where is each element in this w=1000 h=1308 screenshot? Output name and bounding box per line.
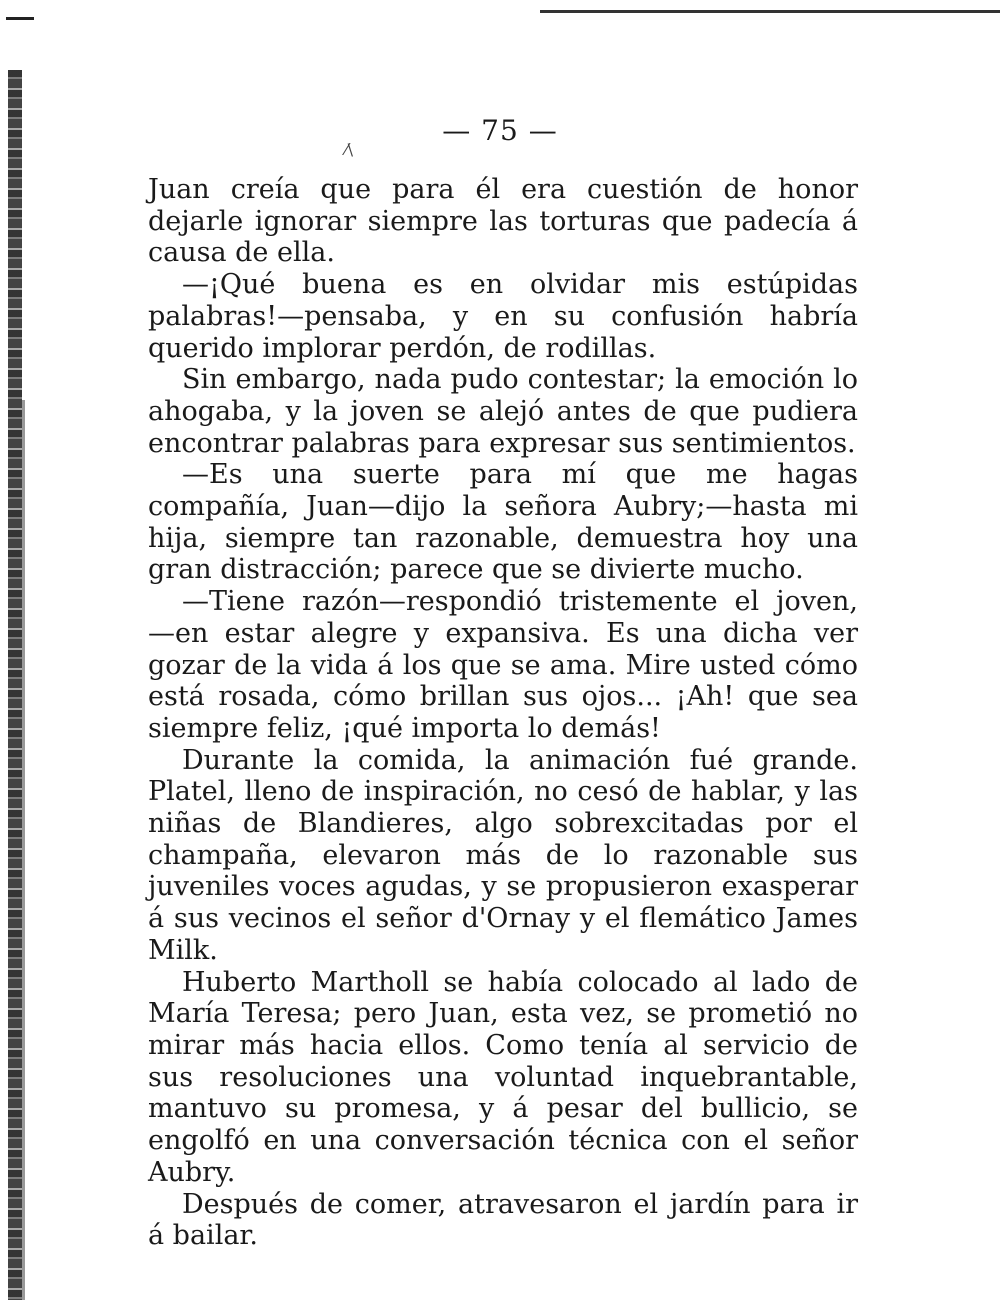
top-rule-right: [540, 10, 1000, 13]
page-gutter-shadow: [8, 70, 22, 1300]
paragraph: Huberto Martholl se había colocado al lado de María Teresa; pero Juan, esta vez, se prometió no mirar más hacia ellos. Como tenía al servicio de sus resoluciones una voluntad inquebrantable, mantuvo su promesa, y á pesar del bullicio, se engolfó en una conversación técnica con el señor Aubry.: [148, 966, 858, 1188]
paragraph: —¡Qué buena es en olvidar mis estúpidas palabras!—pensaba, y en su confusión habría querido implorar perdón, de rodillas.: [148, 269, 858, 364]
paragraph: Después de comer, atravesaron el jardín para ir á bailar.: [148, 1188, 858, 1252]
top-rule-left: [6, 17, 34, 20]
body-text: [148, 174, 858, 1252]
paragraph: —Tiene razón—respondió tristemente el joven, —en estar alegre y expansiva. Es una dicha ver gozar de la vida á los que se ama. Mire usted cómo está rosada, cómo brillan sus ojos... ¡Ah! que sea siempre feliz, ¡qué importa lo demás!: [148, 586, 858, 744]
page-number: — 75 —: [442, 114, 558, 147]
paragraph: —Es una suerte para mí que me hagas compañía, Juan—dijo la señora Aubry;—hasta mi hija, siempre tan razonable, demuestra hoy una gran distracción; parece que se divierte mucho.: [148, 459, 858, 586]
page-gutter-edge: [22, 400, 25, 1300]
paragraph: Durante la comida, la animación fué grande. Platel, lleno de inspiración, no cesó de hablar, y las niñas de Blandieres, algo sobrexcitadas por el champaña, elevaron más de lo razonable sus juveniles voces agudas, y se propusieron exasperar á sus vecinos el señor d'Ornay y el flemático James Milk.: [148, 744, 858, 966]
print-mark: ⁄\: [345, 140, 354, 159]
paragraph: Juan creía que para él era cuestión de honor dejarle ignorar siempre las torturas que padecía á causa de ella.: [148, 174, 858, 269]
paragraph: Sin embargo, nada pudo contestar; la emoción lo ahogaba, y la joven se alejó antes de que pudiera encontrar palabras para expresar sus sentimientos.: [148, 364, 858, 459]
